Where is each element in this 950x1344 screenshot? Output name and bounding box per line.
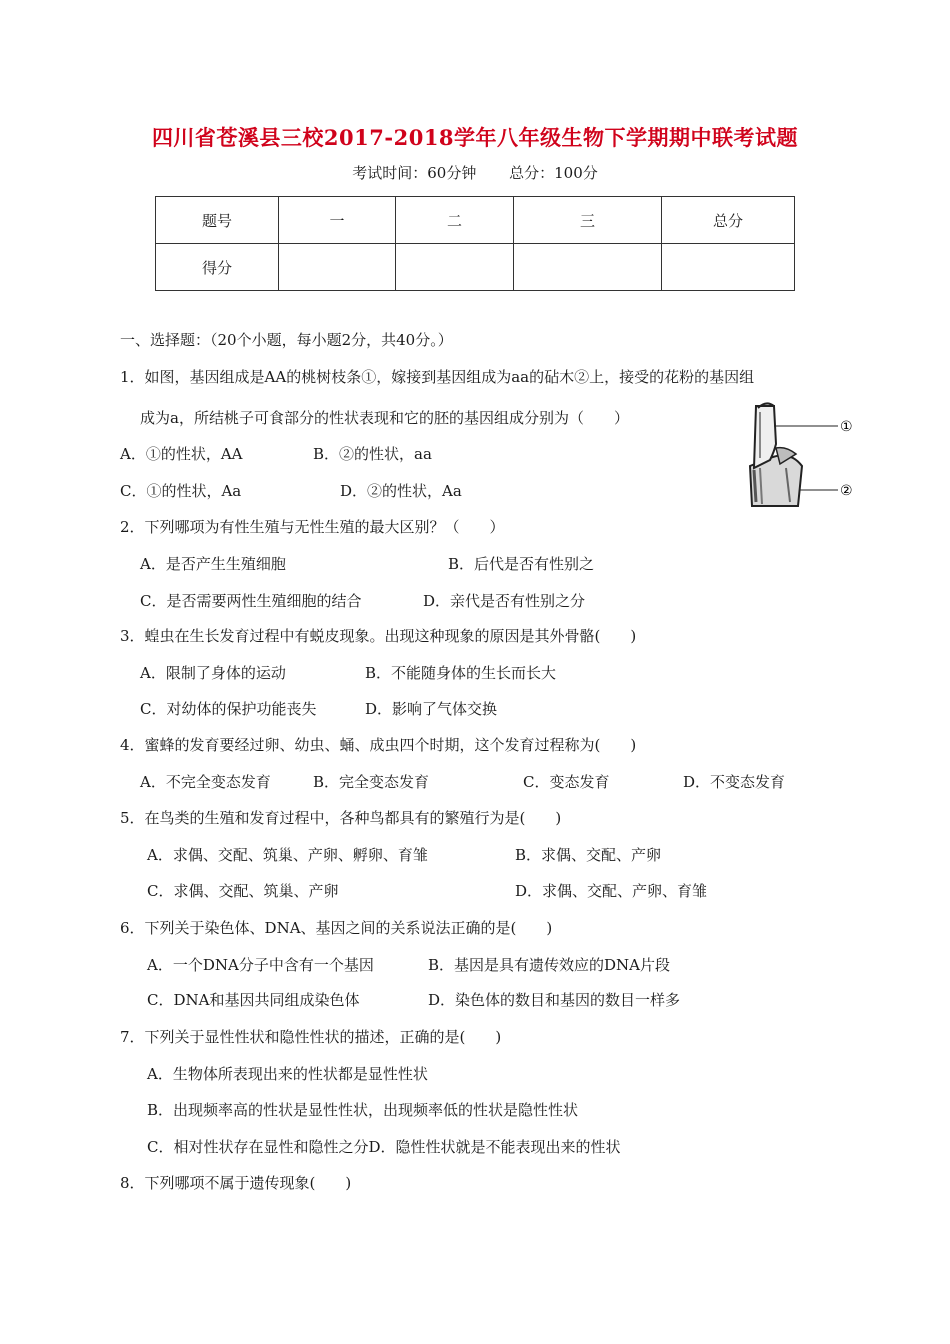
score-header-cell: 一 [279,197,396,244]
score-cell[interactable] [396,244,514,291]
score-table-header-row [156,197,795,244]
q6-option-c: C．DNA和基因共同组成染色体 [147,991,360,1009]
q1-option-c: C．①的性状，Aa [120,482,242,500]
score-header-cell: 二 [396,197,514,244]
q6-option-a: A．一个DNA分子中含有一个基因 [147,956,374,974]
q2-option-c: C．是否需要两性生殖细胞的结合 [140,592,362,610]
question-3-stem: 3．蝗虫在生长发育过程中有蜕皮现象。出现这种现象的原因是其外骨骼( ) [120,627,637,645]
q3-option-b: B．不能随身体的生长而长大 [365,664,557,682]
score-header-cell: 总分 [662,197,795,244]
question-2-stem: 2．下列哪项为有性生殖与无性生殖的最大区别？（ ） [120,518,505,536]
q3-option-d: D．影响了气体交换 [365,700,498,718]
question-6-stem: 6．下列关于染色体、DNA、基因之间的关系说法正确的是( ) [120,919,553,937]
q7-option-b: B．出现频率高的性状是显性性状，出现频率低的性状是隐性性状 [147,1101,579,1119]
q5-option-b: B．求偶、交配、产卵 [515,846,662,864]
question-1-stem: 1．如图，基因组成是AA的桃树枝条①，嫁接到基因组成为aa的砧木②上，接受的花粉的基因组 [120,368,755,386]
q1-option-b: B．②的性状，aa [313,445,432,463]
figure-label-2: ② [840,483,853,499]
score-header-cell: 三 [514,197,662,244]
exam-info [0,162,950,183]
total-score: 总分：100分 [509,164,598,182]
q2-option-a: A．是否产生生殖细胞 [140,555,286,573]
document-title: 四川省苍溪县三校2017-2018学年八年级生物下学期期中联考试题 [151,125,799,150]
q2-option-b: B．后代是否有性别之 [448,555,595,573]
q3-option-c: C．对幼体的保护功能丧失 [140,700,317,718]
q5-option-a: A．求偶、交配、筑巢、产卵、孵卵、育雏 [147,846,428,864]
q4-option-d: D．不变态发育 [683,773,786,791]
score-table-score-row [156,244,795,291]
q6-option-d: D．染色体的数目和基因的数目一样多 [428,991,681,1009]
figure-label-1: ① [840,419,853,435]
question-7-stem: 7．下列关于显性性状和隐性性状的描述，正确的是( ) [120,1028,502,1046]
q1-option-a: A．①的性状，AA [120,445,243,463]
q3-option-a: A．限制了身体的运动 [140,664,286,682]
q7-option-cd: C．相对性状存在显性和隐性之分D．隐性性状就是不能表现出来的性状 [147,1138,621,1156]
q7-option-a: A．生物体所表现出来的性状都是显性性状 [147,1065,428,1083]
question-1-stem-cont: 成为a，所结桃子可食部分的性状表现和它的胚的基因组成分别为（ ） [140,409,629,427]
q4-option-a: A．不完全变态发育 [140,773,271,791]
question-8-stem: 8．下列哪项不属于遗传现象( ) [120,1174,352,1192]
score-header-cell: 题号 [156,197,279,244]
q4-option-b: B．完全变态发育 [313,773,430,791]
q6-option-b: B．基因是具有遗传效应的DNA片段 [428,956,671,974]
question-5-stem: 5．在鸟类的生殖和发育过程中，各种鸟都具有的繁殖行为是( ) [120,809,562,827]
q5-option-c: C．求偶、交配、筑巢、产卵 [147,882,339,900]
grafting-diagram [740,398,860,510]
grafting-figure [740,398,860,510]
q4-option-c: C．变态发育 [523,773,610,791]
q2-option-d: D．亲代是否有性别之分 [423,592,586,610]
score-cell[interactable] [514,244,662,291]
score-row-label: 得分 [156,244,279,291]
exam-time: 考试时间：60分钟 [352,164,477,182]
q5-option-d: D．求偶、交配、产卵、育雏 [515,882,708,900]
score-cell[interactable] [279,244,396,291]
section-heading: 一、选择题：（20个小题，每小题2分，共40分。） [120,331,453,349]
q1-option-d: D．②的性状，Aa [340,482,462,500]
question-4-stem: 4．蜜蜂的发育要经过卵、幼虫、蛹、成虫四个时期，这个发育过程称为( ) [120,736,637,754]
score-cell[interactable] [662,244,795,291]
score-table [155,196,795,291]
